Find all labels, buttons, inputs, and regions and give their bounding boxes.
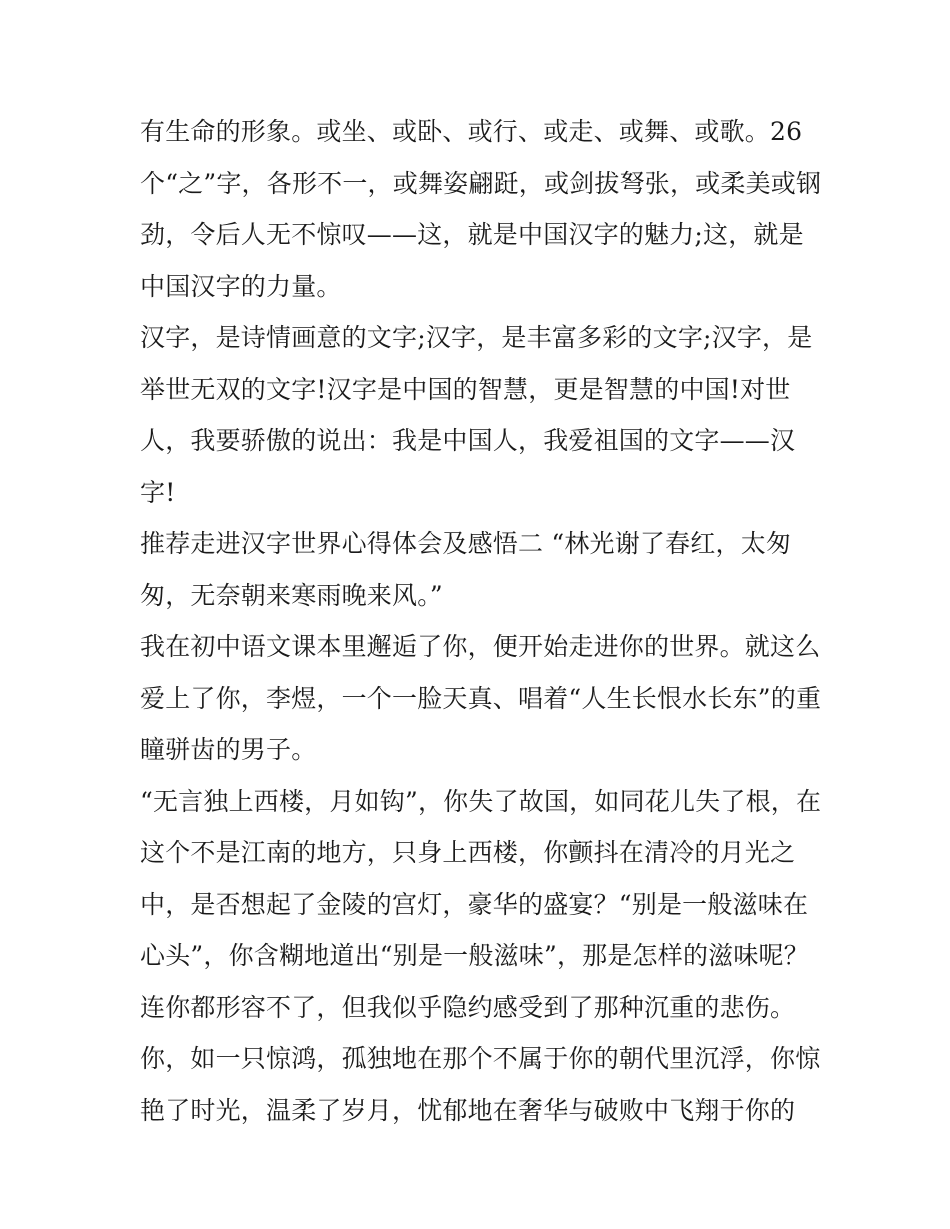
text-line: “无言独上西楼，月如钩”，你失了故国，如同花儿失了根，在	[140, 786, 822, 816]
document-body	[140, 106, 820, 1136]
text-line: 中国汉字的力量。	[140, 271, 342, 301]
text-line: 我在初中语文课本里邂逅了你，便开始走进你的世界。就这么	[140, 632, 821, 661]
text-line: 字!	[140, 477, 176, 507]
text-line: 这个不是江南的地方，只身上西楼，你颤抖在清冷的月光之	[140, 838, 796, 867]
text-line: 连你都形容不了，但我似乎隐约感受到了那种沉重的悲伤。	[140, 992, 796, 1022]
text-line: 中，是否想起了金陵的宫灯，豪华的盛宴？“别是一般滋味在	[140, 889, 809, 919]
text-line: 匆，无奈朝来寒雨晚来风。”	[140, 580, 443, 610]
text-line: 推荐走进汉字世界心得体会及感悟二 “林光谢了春红，太匆	[140, 529, 792, 558]
text-line: 汉字，是诗情画意的文字;汉字，是丰富多彩的文字;汉字，是	[140, 323, 813, 352]
text-line: 瞳骈齿的男子。	[140, 735, 317, 764]
text-line: 个“之”字，各形不一，或舞姿翩跹，或剑拔弩张，或柔美或钢	[140, 168, 822, 198]
text-line: 举世无双的文字!汉字是中国的智慧，更是智慧的中国!对世	[140, 374, 791, 404]
text-line: 艳了时光，温柔了岁月，忧郁地在奢华与破败中飞翔于你的	[140, 1095, 796, 1125]
text-line: 心头”，你含糊地道出“别是一般滋味”，那是怎样的滋味呢？	[140, 941, 809, 970]
text-line: 你，如一只惊鸿，孤独地在那个不属于你的朝代里沉浮，你惊	[140, 1044, 821, 1073]
text-line: 爱上了你，李煜，一个一脸天真、唱着“人生长恨水长东”的重	[140, 683, 822, 713]
text-line: 劲，令后人无不惊叹——这，就是中国汉字的魅力;这，就是	[140, 220, 804, 249]
text-line: 人，我要骄傲的说出：我是中国人，我爱祖国的文字——汉	[140, 426, 796, 455]
text-line: 有生命的形象。或坐、或卧、或行、或走、或舞、或歌。26	[140, 117, 803, 146]
